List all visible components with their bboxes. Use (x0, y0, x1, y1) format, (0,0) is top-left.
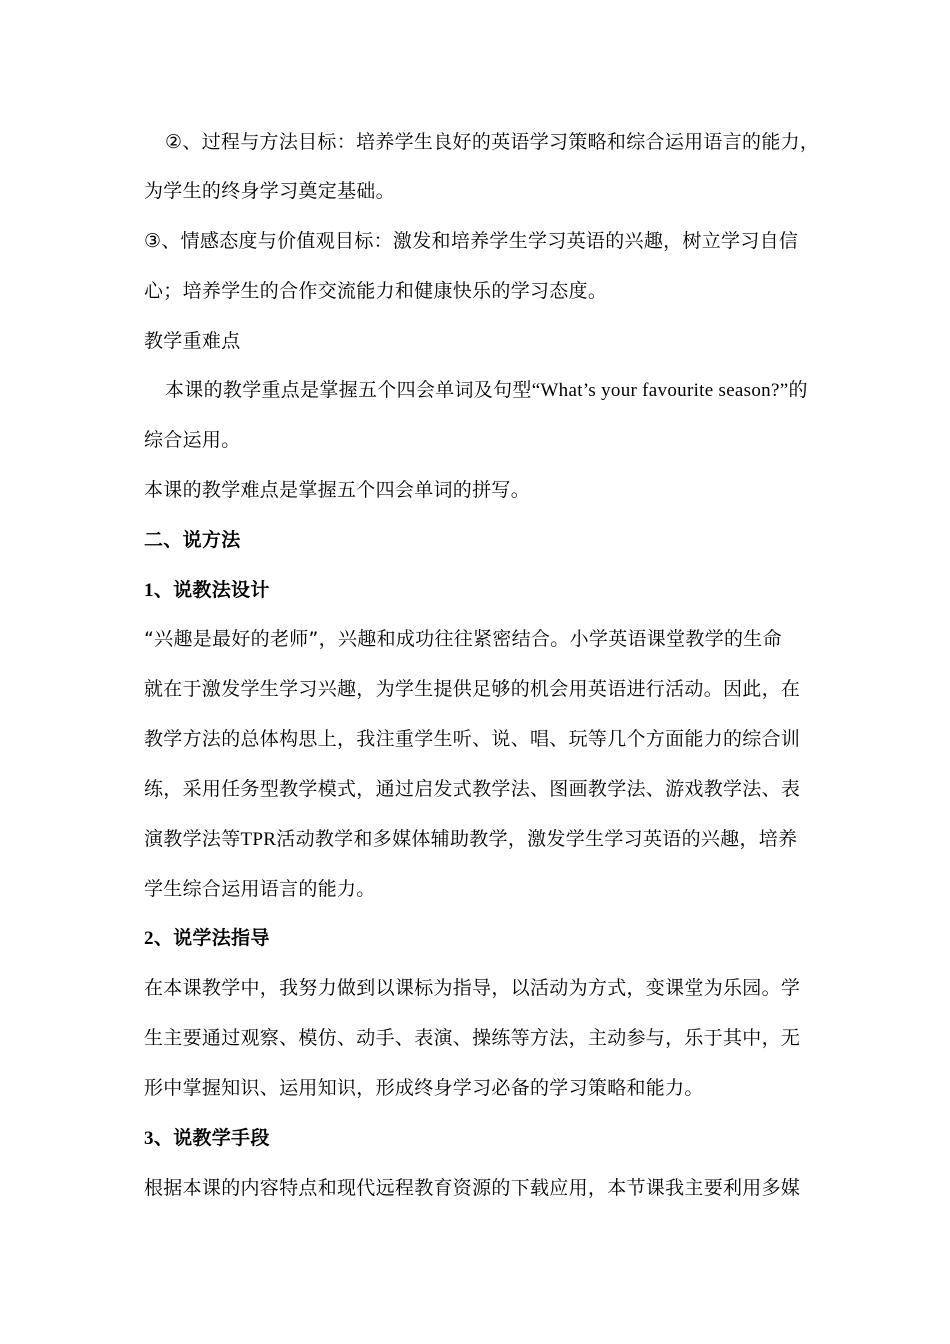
focus-line-1 (165, 376, 835, 404)
learning-method-title: 、说学法指导 (153, 927, 270, 949)
teaching-means-number: 3 (144, 1128, 154, 1149)
tpr-term: TPR (240, 829, 277, 850)
teaching-means-line-1: 根据本课的内容特点和现代远程教育资源的下载应用，本节课我主要利用多媒 (144, 1177, 801, 1199)
learning-method-heading (144, 924, 814, 952)
focus-line-1-text: 本课的教学重点是掌握五个四会单词及句型 (165, 379, 532, 401)
difficulty-line: 本课的教学难点是掌握五个四会单词的拼写。 (144, 479, 531, 501)
teaching-method-line-4: 练，采用任务型教学模式，通过启发式教学法、图画教学法、游戏教学法、表 (144, 778, 801, 800)
teaching-method-line-5-pre: 演教学法等 (144, 828, 241, 850)
teaching-method-line-1: “兴趣是最好的老师”，兴趣和成功往往紧密结合。小学英语课堂教学的生命 (144, 628, 782, 650)
emotion-goal-line-2: 心；培养学生的合作交流能力和健康快乐的学习态度。 (144, 280, 608, 302)
teaching-method-heading (144, 576, 814, 604)
focus-sentence: “What’s your favourite season?” (531, 380, 789, 401)
focus-line-2: 综合运用。 (144, 429, 241, 451)
teaching-method-title: 、说教法设计 (153, 579, 270, 601)
key-points-heading: 教学重难点 (144, 330, 241, 352)
teaching-method-line-5 (144, 825, 814, 853)
process-goal-line-1: ②、过程与方法目标：培养学生良好的英语学习策略和综合运用语言的能力， (165, 131, 820, 153)
teaching-method-number: 1 (144, 580, 154, 601)
methods-heading: 二、说方法 (144, 529, 241, 551)
teaching-method-line-6: 学生综合运用语言的能力。 (144, 878, 376, 900)
emotion-goal-line-1: ③、情感态度与价值观目标：激发和培养学生学习英语的兴趣，树立学习自信 (144, 230, 799, 252)
learning-method-number: 2 (144, 928, 154, 949)
teaching-means-heading (144, 1124, 814, 1152)
teaching-method-line-5-post: 活动教学和多媒体辅助教学，激发学生学习英语的兴趣，培养 (276, 828, 798, 850)
focus-line-1-end: 的 (788, 379, 808, 401)
learning-method-line-1: 在本课教学中，我努力做到以课标为指导，以活动为方式，变课堂为乐园。学 (144, 977, 801, 999)
learning-method-line-2: 生主要通过观察、模仿、动手、表演、操练等方法，主动参与，乐于其中，无 (144, 1027, 801, 1049)
teaching-method-line-2: 就在于激发学生学习兴趣，为学生提供足够的机会用英语进行活动。因此，在 (144, 678, 801, 700)
process-goal-line-2: 为学生的终身学习奠定基础。 (144, 180, 395, 202)
learning-method-line-3: 形中掌握知识、运用知识，形成终身学习必备的学习策略和能力。 (144, 1077, 704, 1099)
teaching-means-title: 、说教学手段 (153, 1127, 270, 1149)
teaching-method-line-3: 教学方法的总体构思上，我注重学生听、说、唱、玩等几个方面能力的综合训 (144, 728, 801, 750)
